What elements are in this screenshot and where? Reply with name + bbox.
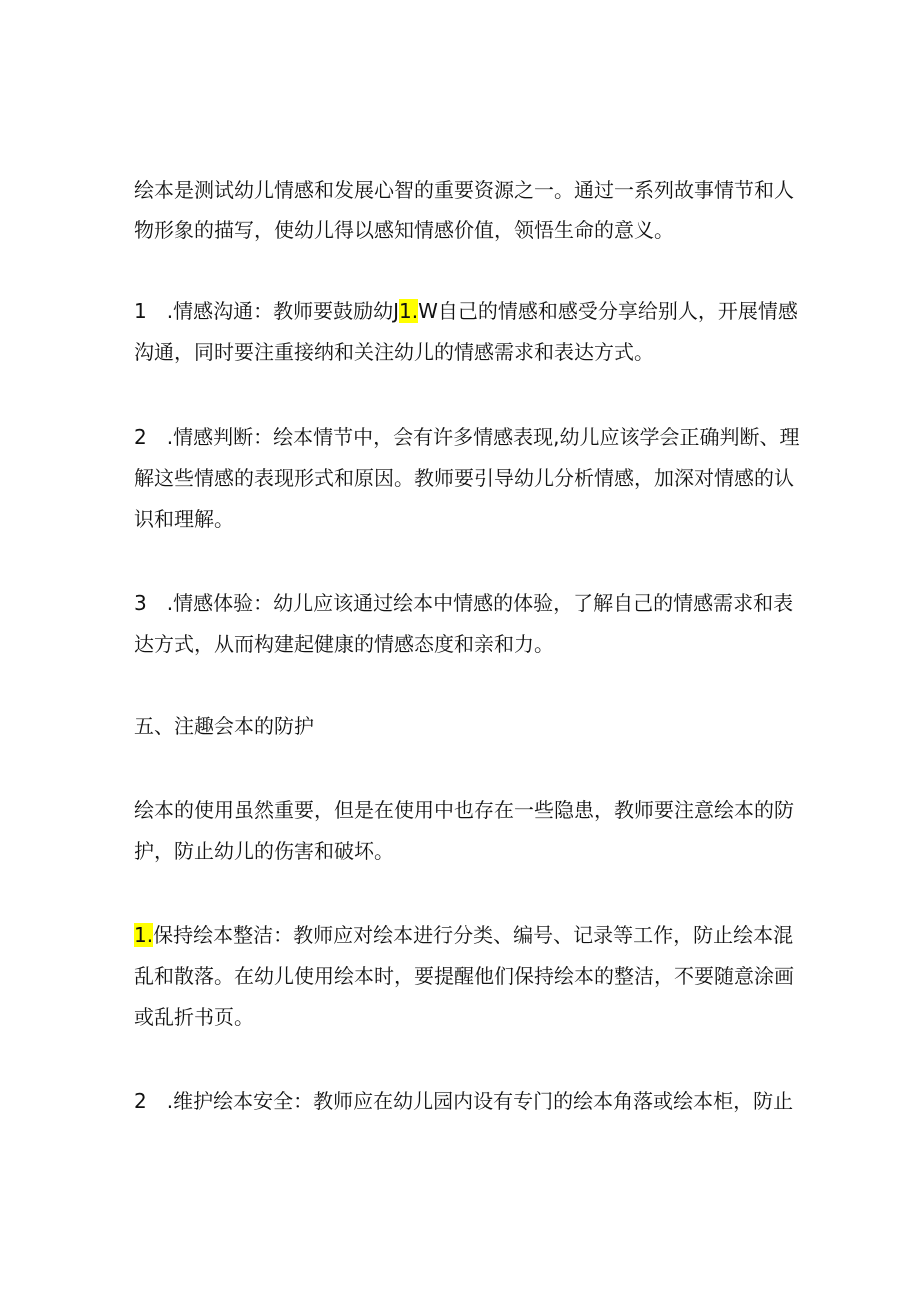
item1-line-1 (134, 297, 798, 325)
item1-line-2: 沟通，同时要注重接纳和关注幼儿的情感需求和表达方式。 (134, 340, 654, 364)
section-heading: 五、注趣会本的防护 (134, 714, 314, 738)
section5-intro-line-2: 护，防止幼儿的伤害和破坏。 (134, 839, 394, 863)
highlight-mark: 1. (398, 299, 419, 323)
item3-line-1: 3 .情感体验：幼儿应该通过绘本中情感的体验，了解自己的情感需求和表 (134, 591, 794, 615)
protect2-line-1: 2 .维护绘本安全：教师应在幼儿园内设有专门的绘本角落或绘本柜，防止 (134, 1089, 794, 1113)
item1-text-before: 1 .情感沟通：教师要鼓励幼J (134, 299, 399, 323)
intro-line-1: 绘本是测试幼儿情感和发展心智的重要资源之一。通过一系列故事情节和人 (134, 178, 794, 202)
protect1-line-2: 乱和散落。在幼儿使用绘本时，要提醒他们保持绘本的整洁，不要随意涂画 (134, 964, 794, 988)
protect1-line-3: 或乱折书页。 (134, 1005, 254, 1029)
protect1-text: 保持绘本整洁：教师应对绘本进行分类、编号、记录等工作，防止绘本混 (153, 923, 794, 947)
item2-line-3: 识和理解。 (134, 507, 234, 531)
intro-line-2: 物形象的描写，使幼儿得以感知情感价值，领悟生命的意义。 (134, 218, 674, 242)
item2-line-1: 2 .情感判断：绘本情节中，会有许多情感表现,幼儿应该学会正确判断、理 (134, 425, 800, 449)
item2-line-2: 解这些情感的表现形式和原因。教师要引导幼儿分析情感，加深对情感的认 (134, 466, 794, 490)
section5-intro-line-1: 绘本的使用虽然重要，但是在使用中也存在一些隐患，教师要注意绘本的防 (134, 798, 794, 822)
item1-text-after: W自己的情感和感受分享给别人，开展情感 (418, 299, 798, 323)
highlight-mark: 1. (134, 923, 154, 947)
item3-line-2: 达方式，从而构建起健康的情感态度和亲和力。 (134, 632, 554, 656)
protect1-line-1 (134, 921, 793, 949)
